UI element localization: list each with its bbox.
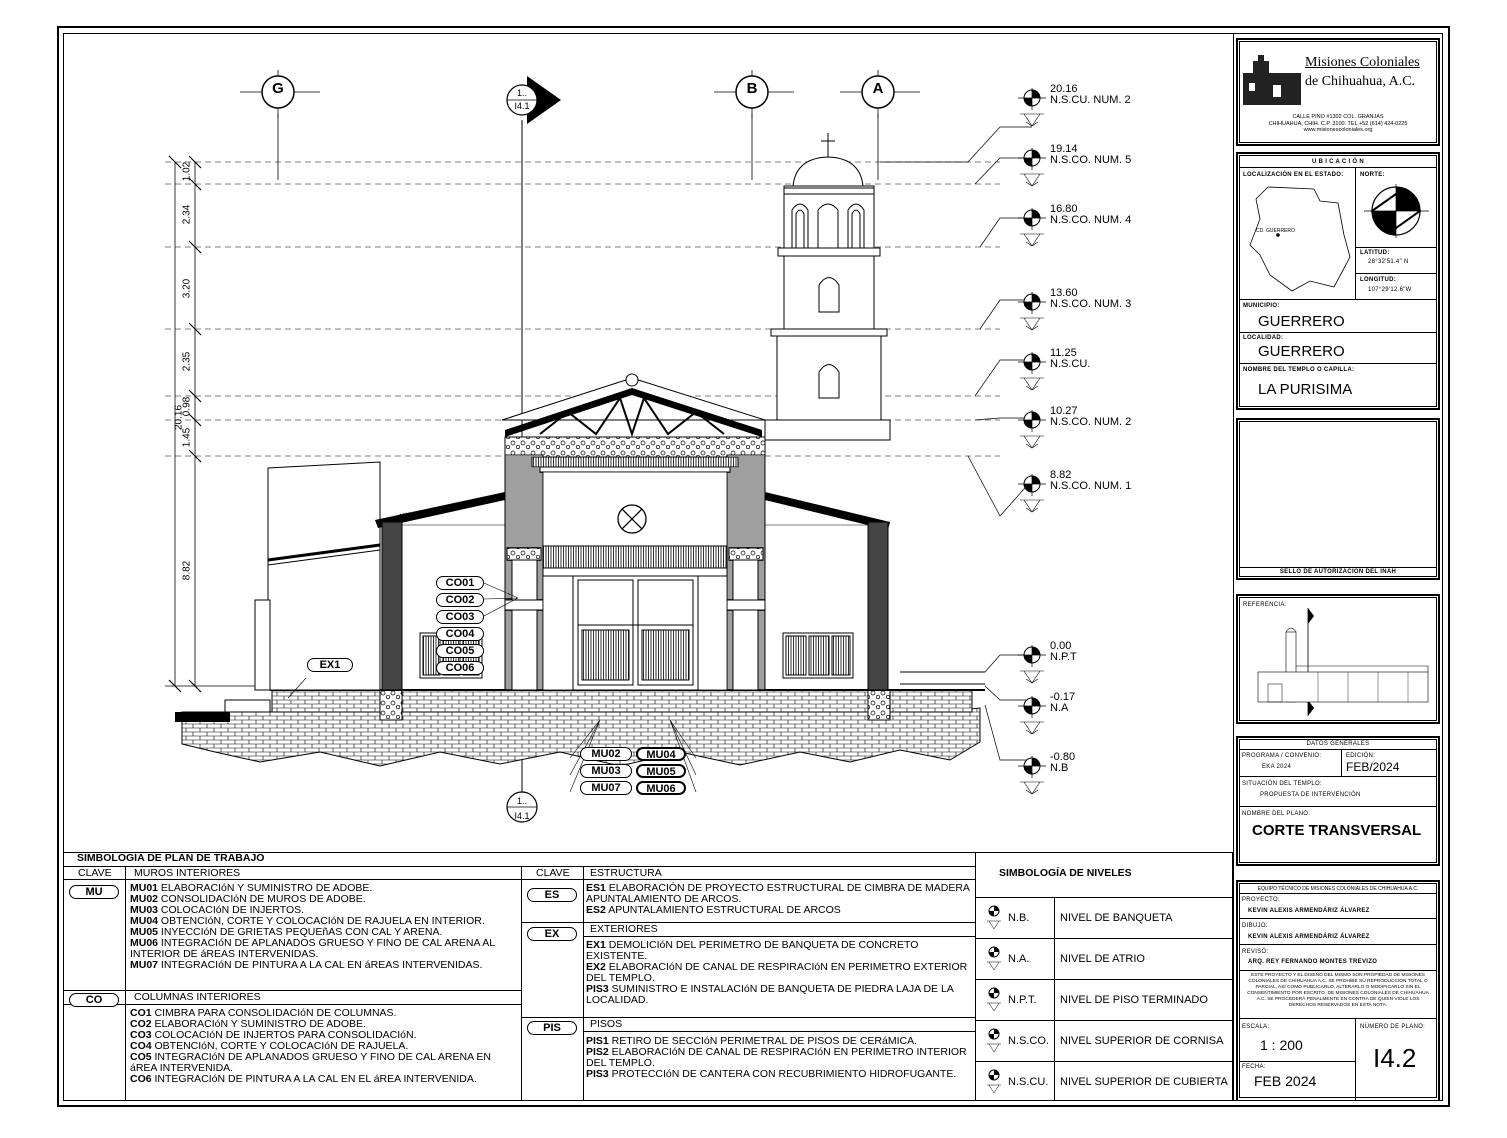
reviso-label: REVISÓ: [1242,949,1269,955]
legend-mu-header: MUROS INTERIORES [134,867,241,879]
team-title: EQUIPO TÉCNICO DE MISIONES COLONIALES DE CHIHUAHUA A.C. [1257,886,1419,892]
municipio-value: GUERRERO [1258,313,1345,330]
programa-value: EKA 2024 [1262,764,1292,770]
dim-total: 20.16 [173,404,185,431]
reviso-value: ARQ. REY FERNANDO MONTES TREVIZO [1248,959,1378,965]
legend-es-item: ES2 APUNTALAMIENTO ESTRUCTURAL DE ARCOS [586,904,841,916]
co-leader-lines [480,580,520,680]
legend-pis-items [586,1036,972,1080]
legend-mu-item: MU04 OBTENCIóN, CORTE Y COLOCACIóN DE RAJUELA EN INTERIOR. [130,915,485,927]
tag-co01: CO01 [436,576,484,590]
legend-title: SIMBOLOGÍA DE PLAN DE TRABAJO [77,852,265,864]
legend-ex-items [586,940,972,1006]
localizacion-label: LOCALIZACIÓN EN EL ESTADO: [1243,172,1344,178]
situacion-label: SITUACIÓN DEL TEMPLO: [1242,781,1322,787]
legend-mu-item: MU07 INTEGRACIóN DE PINTURA A LA CAL EN áREAS INTERVENIDAS. [130,959,483,971]
legend-clave-header: CLAVE [78,867,112,879]
legend-mu-item: MU01 ELABORACIóN Y SUMINISTRO DE ADOBE. [130,882,373,894]
legend-pis-item: PIS2 ELABORACIóN DE CANAL DE RESPIRACIóN EN PERIMETRO INTERIOR DEL TEMPLO. [586,1046,967,1069]
org-name-line1: Misiones Coloniales [1305,55,1420,70]
north-arrow-icon [1359,180,1433,242]
axis-a-label: A [872,80,884,97]
legend-key-ex: EX [527,927,577,941]
axis-b-label: B [746,80,758,97]
tag-co05: CO05 [436,644,484,658]
dim-2: 2.34 [181,204,193,225]
legend-ex-item: EX1 DEMOLICIóN DEL PERIMETRO DE BANQUETA DE CONCRETO EXISTENTE. [586,939,919,962]
legend-mu-items [130,883,520,971]
level-marker: 13.60 N.S.CO. NUM. 3 [1016,290,1048,339]
level-marker: 8.82 N.S.CO. NUM. 1 [1016,472,1048,521]
axis-g-label: G [272,80,284,97]
tag-ex1: EX1 [307,658,353,672]
legend-ex-header: EXTERIORES [590,923,658,935]
legend-es-item: ES1 ELABORACIÓN DE PROYECTO ESTRUCTURAL DE CIMBRA DE MADERA APUNTALAMIENTO DE ARCOS. [586,882,970,905]
reference-plan-thumbnail [1248,606,1434,718]
tag-co04: CO04 [436,627,484,641]
section-top-ref: I4.1 [514,101,530,111]
nombre-plano-label: NOMBRE DEL PLANO: [1242,811,1311,817]
ubicacion-title: U B I C A C I Ó N [1312,159,1364,165]
section-marker-top [505,70,565,130]
legend-co-item: CO4 OBTENCIóN, CORTE Y COLOCACIóN DE RAJUELA. [130,1040,409,1052]
tag-co02: CO02 [436,593,484,607]
templo-label: NOMBRE DEL TEMPLO O CAPILLA: [1243,367,1355,373]
section-bottom-number: 1.. [516,796,527,806]
legend-co-item: CO2 ELABORACIóN Y SUMINISTRO DE ADOBE. [130,1018,366,1030]
section-top-number: 1.. [516,88,527,98]
legend-mu-item: MU05 INYECCIóN DE GRIETAS PEQUEñAS CON CAL Y ARENA. [130,926,443,938]
seal-label: SELLO DE AUTORIZACIÓN DEL INAH [1279,569,1397,575]
dim-7: 8.82 [181,560,193,581]
legend-co-item: CO3 COLOCACIóN DE INJERTOS PARA CONSOLIDACIóN. [130,1029,417,1041]
longitud-label: LONGITUD: [1360,277,1397,283]
norte-label: NORTE: [1360,172,1385,178]
level-legend-row: N.S.CO. NIVEL SUPERIOR DE CORNISA [976,1020,1233,1062]
legend-key-co: CO [69,993,119,1007]
escala-label: ESCALA: [1242,1024,1270,1030]
situacion-value: PROPUESTA DE INTERVENCIÓN [1260,792,1361,798]
legend-pis-item: PIS1 RETIRO DE SECCIóN PERIMETRAL DE PISOS DE CERáMICA. [586,1035,918,1047]
legend-clave-header-2: CLAVE [536,867,570,879]
level-marker: -0.17 N.A [1016,694,1048,743]
legend-ex-item: EX2 ELABORACIóN DE CANAL DE RESPIRACIóN EN PERIMETRO EXTERIOR DEL TEMPLO. [586,961,968,984]
level-marker: 16.80 N.S.CO. NUM. 4 [1016,206,1048,255]
dibujo-label: DIBUJO: [1242,923,1268,929]
legend-mu-item: MU02 CONSOLIDACIóN DE MUROS DE ADOBE. [130,893,366,905]
legend-es-header: ESTRUCTURA [590,867,662,879]
legal-notice: ESTE PROYECTO Y EL DISEÑO DEL MISMO SON PROPIEDAD DE MISIONES COLONIALES DE CHIHUAHUA A.C. SE PROHIBE SU REPRODUCCIÓN TOTAL O PARCIAL, ASÍ COMO PUBLICARLO, ALTERARLO O MODIFICARLO SIN EL CONSENTIMIENTO POR ESCRITO. DE MISIONES COLONIALES DE CHIHUAHUA A.C. SE PROCEDERÁ PENALMENTE EN CONTRA DE QUIEN VIOLE LOS DERECHOS RESERVADOS EN ESTA NOTA. [1247,973,1429,1008]
level-marker: 11.25 N.S.CU. [1016,350,1048,399]
dim-1: 1.02 [181,161,193,182]
level-marker: 20.16 N.S.CU. NUM. 2 [1016,86,1048,135]
tag-mu03: MU03 [580,764,632,778]
legend-key-pis: PIS [527,1021,577,1035]
tag-mu02: MU02 [580,747,632,761]
templo-value: LA PURISIMA [1258,381,1353,398]
datos-title: DATOS GENERALES [1306,741,1370,747]
legend-co-header: COLUMNAS INTERIORES [134,991,261,1003]
dim-3: 3.20 [181,278,193,299]
level-legend-row: N.P.T. NIVEL DE PISO TERMINADO [976,979,1233,1021]
latitud-label: LATITUD: [1360,250,1390,256]
map-label: CD. GUERRERO [1256,228,1295,234]
level-marker: 0.00 N.P.T [1016,643,1048,692]
level-legend-row: N.B. NIVEL DE BANQUETA [976,897,1233,939]
proyecto-label: PROYECTO: [1242,897,1280,903]
ex1-leader [280,668,340,704]
legend-co-item: CO1 CIMBRA PARA CONSOLIDACIóN DE COLUMNAS. [130,1007,397,1019]
fecha-value: FEB 2024 [1254,1073,1317,1089]
tag-co03: CO03 [436,610,484,624]
legend-co-items [130,1008,520,1085]
municipio-label: MUNICIPIO: [1243,303,1280,309]
tag-mu05: MU05 [636,764,686,778]
legend-key-mu: MU [69,885,119,899]
level-legend-row: N.A. NIVEL DE ATRIO [976,938,1233,980]
legend-co-item: CO6 INTEGRACIóN DE PINTURA A LA CAL EN EL áREA INTERVENIDA. [130,1073,477,1085]
tag-mu06: MU06 [636,781,686,795]
org-name-line2: de Chihuahua, A.C. [1305,74,1416,89]
legend-mu-item: MU06 INTEGRACIóN DE APLANADOS GRUESO Y FINO DE CAL ARENA AL INTERIOR DE áREAS INTERVENIDAS. [130,937,495,960]
level-marker: 10.27 N.S.CO. NUM. 2 [1016,408,1048,457]
level-legend-row: N.S.CU. NIVEL SUPERIOR DE CUBIERTA [976,1061,1233,1101]
legend-mu-item: MU03 COLOCACIóN DE INJERTOS. [130,904,305,916]
legend-co-item: CO5 INTEGRACIóN DE APLANADOS GRUESO Y FINO DE CAL ARENA EN áREA INTERVENIDA. [130,1051,491,1074]
dibujo-value: KEVIN ALEXIS ARMENDÁRIZ ÁLVAREZ [1248,934,1370,940]
level-legend-title: SIMBOLOGÍA DE NIVELES [999,867,1132,879]
nombre-plano-value: CORTE TRANSVERSAL [1252,822,1422,839]
edicion-value: FEB/2024 [1346,760,1400,774]
programa-label: PROGRAMA / CONVENIO: [1242,753,1322,759]
legend-pis-item: PIS3 PROTECCIóN DE CANTERA CON RECUBRIMIENTO HIDROFUGANTE. [586,1068,957,1080]
escala-value: 1 : 200 [1260,1037,1303,1053]
edicion-label: EDICIÓN: [1346,753,1376,759]
section-bottom-ref: I4.1 [514,811,530,821]
longitud-value: 107°29'12.6"W [1368,287,1412,293]
referencia-label: REFERENCIA: [1243,602,1287,608]
legend-ex-item: PIS3 SUMINISTRO E INSTALACIóN DE BANQUETA DE PIEDRA LAJA DE LA LOCALIDAD. [586,983,954,1006]
mission-logo-icon [1243,55,1301,105]
localidad-label: LOCALIDAD: [1243,335,1284,341]
tag-co06: CO06 [436,661,484,675]
localidad-value: GUERRERO [1258,343,1345,360]
legend-es-items [586,883,972,916]
dim-4: 2.35 [181,351,193,372]
state-map [1246,183,1352,295]
legend-key-es: ES [527,888,577,902]
legend-pis-header: PISOS [590,1018,623,1030]
latitud-value: 28°32'51.4" N [1368,259,1409,265]
dim-5: 0.98 [181,396,193,417]
org-address: CALLE PINO #1302 COL. GRANJAS CHIHUAHUA, CHIH. C.P. 3100. TEL +52 (614) 424-0225 www.misionescoloniales.org [1268,114,1408,133]
proyecto-value: KEVIN ALEXIS ARMENDÁRIZ ÁLVAREZ [1248,908,1370,914]
level-marker: -0.80 N.B [1016,754,1048,803]
tag-mu07: MU07 [580,781,632,795]
level-marker: 19.14 N.S.CO. NUM. 5 [1016,146,1048,195]
numero-label: NÚMERO DE PLANO: [1360,1024,1426,1030]
fecha-label: FECHA: [1242,1064,1266,1070]
dim-6: 1.45 [181,427,193,448]
tag-mu04: MU04 [636,747,686,761]
numero-value: I4.2 [1373,1043,1417,1073]
